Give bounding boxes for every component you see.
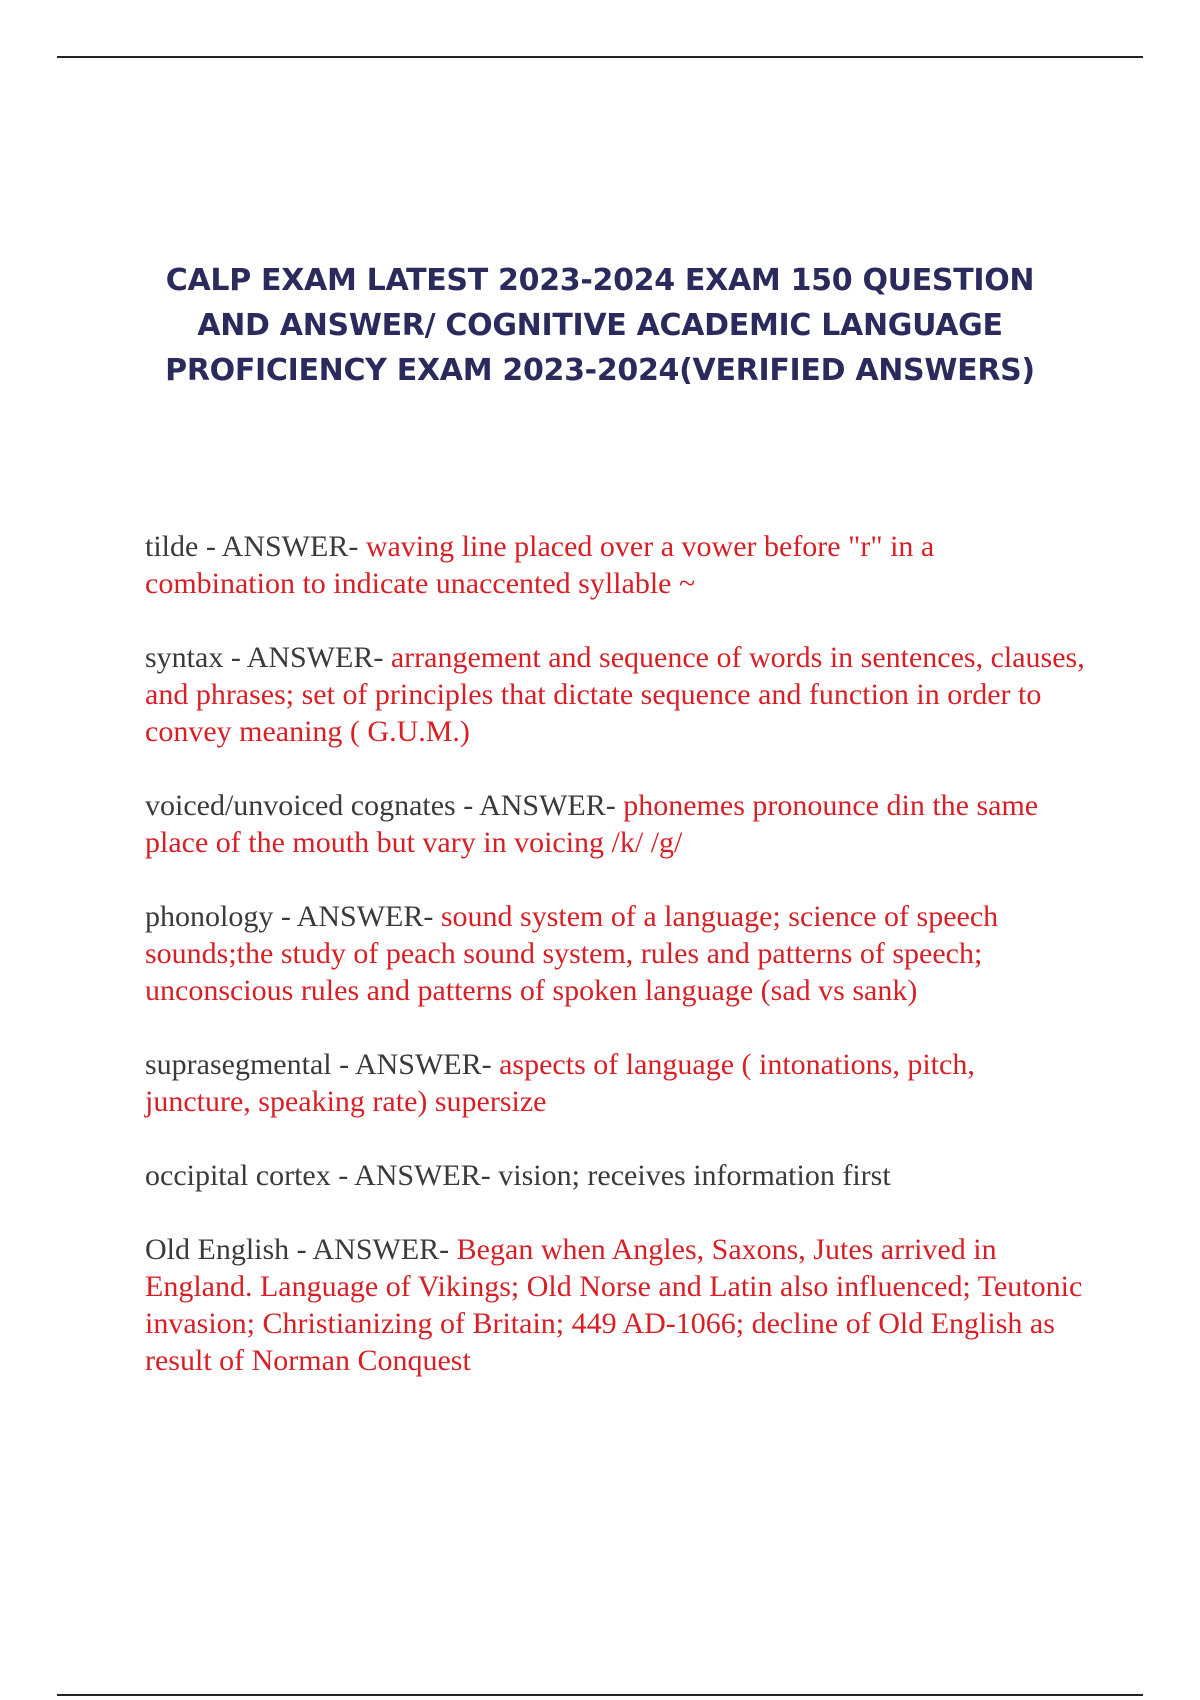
qa-item-phonology xyxy=(145,898,1085,1009)
qa-answer: sound system of a language; science of speech sounds;the study of peach sound system, rules and patterns of speech; unconscious rules and patterns of spoken language (sad vs sank) xyxy=(145,900,999,1007)
qa-list xyxy=(145,528,1085,1416)
qa-item-suprasegmental xyxy=(145,1046,1085,1120)
qa-separator: - ANSWER- xyxy=(223,641,391,674)
document-title: CALP EXAM LATEST 2023-2024 EXAM 150 QUESTION AND ANSWER/ COGNITIVE ACADEMIC LANGUAGE PROFICIENCY EXAM 2023-2024(VERIFIED ANSWERS) xyxy=(165,263,1035,388)
qa-item-occipital-cortex xyxy=(145,1157,1085,1194)
qa-answer: aspects of language ( intonations, pitch, juncture, speaking rate) supersize xyxy=(145,1048,975,1118)
qa-answer: waving line placed over a vower before "r" in a combination to indicate unaccented syllable ~ xyxy=(145,530,935,600)
qa-answer: arrangement and sequence of words in sentences, clauses, and phrases; set of principles that dictate sequence and function in order to convey meaning ( G.U.M.) xyxy=(145,641,1085,748)
qa-item-tilde xyxy=(145,528,1085,602)
qa-separator: - ANSWER- xyxy=(331,1048,500,1081)
qa-separator: - ANSWER- xyxy=(198,530,366,563)
top-rule xyxy=(57,56,1143,58)
bottom-rule xyxy=(57,1694,1143,1696)
qa-term: voiced/unvoiced cognates xyxy=(145,789,456,822)
qa-answer: phonemes pronounce din the same place of the mouth but vary in voicing /k/ /g/ xyxy=(145,789,1039,859)
qa-separator: - ANSWER- xyxy=(289,1233,457,1266)
qa-item-syntax xyxy=(145,639,1085,750)
qa-term: occipital cortex xyxy=(145,1159,331,1192)
qa-answer: Began when Angles, Saxons, Jutes arrived in England. Language of Vikings; Old Norse and Latin also influenced; Teutonic invasion; Christianizing of Britain; 449 AD-1066; decline of Old English as result of Norman Conquest xyxy=(145,1233,1083,1377)
qa-item-voiced-unvoiced-cognates xyxy=(145,787,1085,861)
qa-term: phonology xyxy=(145,900,274,933)
qa-term: suprasegmental xyxy=(145,1048,332,1081)
qa-separator: - ANSWER- xyxy=(330,1159,499,1192)
qa-answer: vision; receives information first xyxy=(498,1159,891,1192)
qa-separator: - ANSWER- xyxy=(273,900,441,933)
qa-term: tilde xyxy=(145,530,199,563)
qa-term: Old English xyxy=(145,1233,290,1266)
qa-term: syntax xyxy=(145,641,224,674)
qa-item-old-english xyxy=(145,1231,1085,1379)
qa-separator: - ANSWER- xyxy=(455,789,624,822)
